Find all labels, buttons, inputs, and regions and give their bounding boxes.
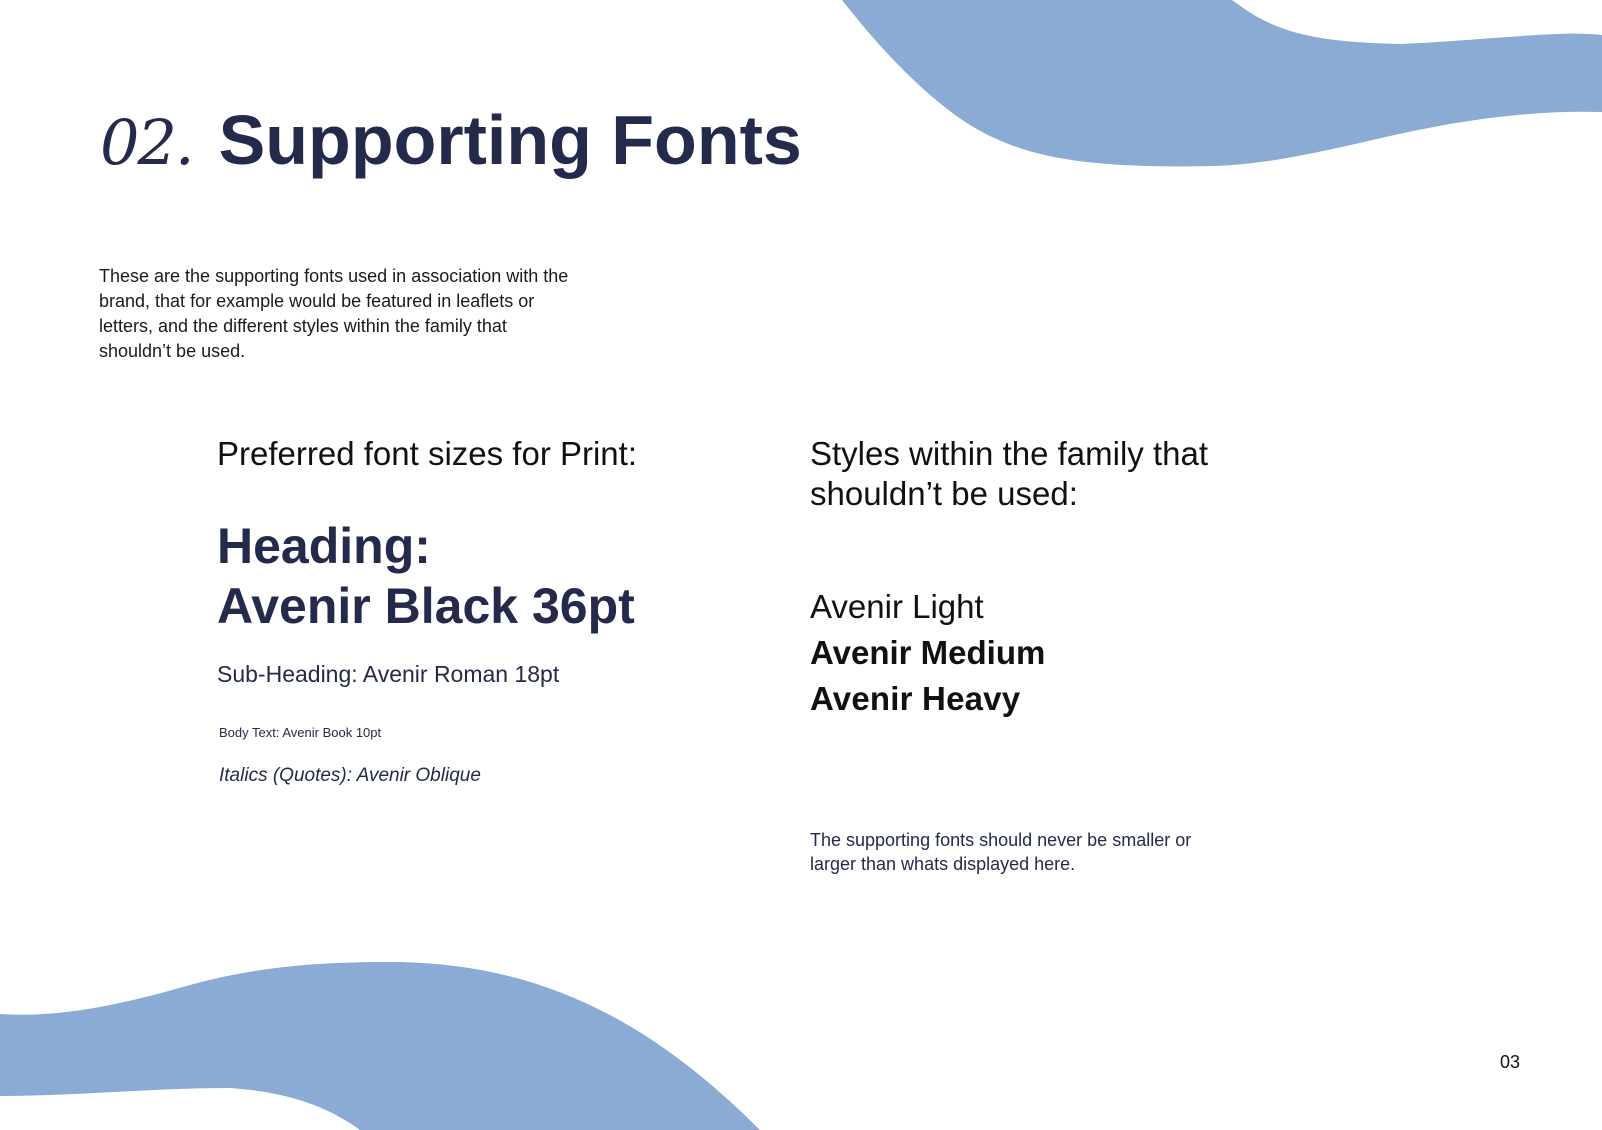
section-number: 02. bbox=[100, 106, 193, 179]
heading-font-sample bbox=[217, 516, 635, 636]
heading-sample-line1: Heading: bbox=[217, 518, 431, 574]
excluded-styles-heading: Styles within the family that shouldn’t be used: bbox=[810, 435, 1208, 512]
size-note: The supporting fonts should never be smaller or larger than whats displayed here. bbox=[810, 830, 1192, 874]
section-title: Supporting Fonts bbox=[218, 101, 802, 179]
italic-font-sample: Italics (Quotes): Avenir Oblique bbox=[219, 765, 481, 786]
subheading-font-sample: Sub-Heading: Avenir Roman 18pt bbox=[217, 661, 560, 687]
body-font-sample: Body Text: Avenir Book 10pt bbox=[219, 725, 382, 740]
style-heavy-item: Avenir Heavy bbox=[810, 680, 1021, 717]
intro-paragraph: These are the supporting fonts used in association with the brand, that for example would be featured in leaflets or letters, and the different styles within the family that shouldn’t be used. bbox=[99, 266, 569, 361]
excluded-styles-list bbox=[810, 584, 1045, 722]
style-light-item: Avenir Light bbox=[810, 588, 984, 625]
print-sizes-heading: Preferred font sizes for Print: bbox=[217, 435, 637, 472]
top-wave-shape bbox=[842, 0, 1602, 166]
page-number: 03 bbox=[1500, 1052, 1521, 1072]
style-medium-item: Avenir Medium bbox=[810, 634, 1046, 671]
page-title bbox=[100, 100, 802, 180]
bottom-wave-shape bbox=[0, 962, 760, 1130]
heading-sample-line2: Avenir Black 36pt bbox=[217, 578, 635, 634]
